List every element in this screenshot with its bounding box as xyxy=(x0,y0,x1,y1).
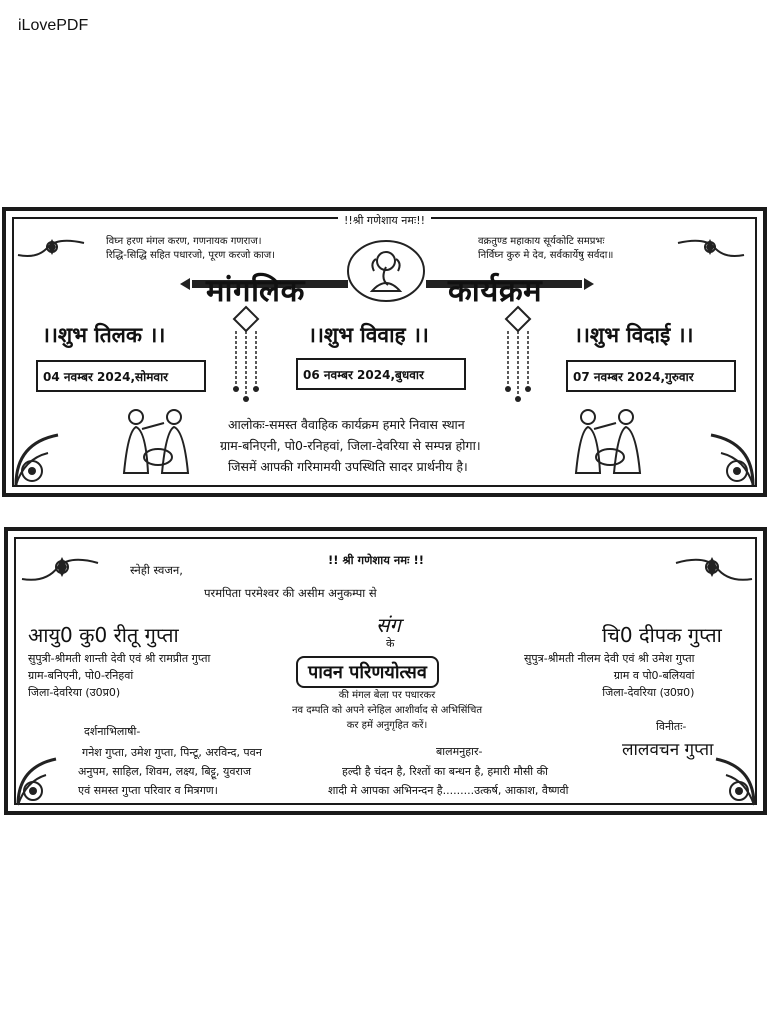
floral-flourish-icon xyxy=(674,233,744,263)
vinit-label: विनीतः- xyxy=(656,720,687,733)
sang-word: संग xyxy=(376,613,401,637)
floral-flourish-icon xyxy=(18,233,88,263)
groom-details: सुपुत्र-श्रीमती नीलम देवी एवं श्री उमेश गुप्ता ग्राम व पो0-बलियवां जिला-देवरिया (उ0प्र0) xyxy=(524,652,695,699)
ceremony-vidai: ।।शुभ विदाई ।। xyxy=(574,323,694,347)
musicians-illustration-icon xyxy=(114,407,200,475)
shloka-left: विघ्न हरण मंगल करण, गणनायक गणराज। रिद्धि-सिद्धि सहित पधारजो, पूरण करजो काज। xyxy=(106,236,276,261)
ke-word: के xyxy=(386,637,395,650)
title-mangalik: मांगलिक xyxy=(206,273,305,309)
floral-flourish-icon xyxy=(672,551,752,587)
title-karyakram: कार्यक्रम xyxy=(448,273,543,309)
tilak-program-card xyxy=(2,207,767,497)
shri-ganesh-header: !!श्री गणेशाय नमः!! xyxy=(6,213,763,228)
corner-mandala-icon xyxy=(16,757,66,807)
balmanuhar-label: बालमनुहार- xyxy=(436,745,483,758)
bride-details: सुपुत्री-श्रीमती शान्ती देवी एवं श्री रामप्रीत गुप्ता ग्राम-बनिएनी, पो0-रनिहवां जिला-देवरिया (उ0प्र0) xyxy=(28,652,211,699)
pavan-parinayotsav-title: पावन परिणयोत्सव xyxy=(296,656,439,688)
shloka-right: वक्रतुण्ड महाकाय सूर्यकोटि समप्रभः निर्विघ्न कुरु मे देव, सर्वकार्येषु सर्वदा॥ xyxy=(478,236,614,261)
hanging-bells-icon xyxy=(500,307,536,403)
date-vivah: 06 नवम्बर 2024,बुधवार xyxy=(296,358,466,390)
ganesh-emblem-icon xyxy=(346,239,426,303)
greeting: स्नेही स्वजन, xyxy=(130,563,183,577)
corner-mandala-icon xyxy=(14,433,68,487)
bride-name: आयु0 कु0 रीतू गुप्ता xyxy=(28,623,179,647)
venue-info: आलोकः-समस्त वैवाहिक कार्यक्रम हमारे निवास स्थान ग्राम-बनिएनी, पो0-रनिहवां, जिला-देवरिया से सम्पन्न होगा। जिसमें आपकी गरिमामयी उपस्थिति सादर प्रार्थनीय है। xyxy=(220,417,481,474)
watermark-text: iLovePDF xyxy=(18,17,89,34)
groom-name: चि0 दीपक गुप्ता xyxy=(602,623,722,647)
wedding-invitation-card xyxy=(4,527,767,815)
invite-lines: की मंगल बेला पर पधारकर नव दम्पति को अपने स्नेहिल आशीर्वाद से अभिसिंचित कर हमें अनुगृहित करें। xyxy=(291,690,483,731)
darshan-list: गनेश गुप्ता, उमेश गुप्ता, पिन्टू, अरविन्द, पवन अनुपम, साहिल, शिवम, लक्ष्य, बिट्टू, युवराज एवं समस्त गुप्ता परिवार व मित्रगण। xyxy=(78,746,262,797)
date-vidai: 07 नवम्बर 2024,गुरुवार xyxy=(566,360,736,392)
date-tilak: 04 नवम्बर 2024,सोमवार xyxy=(36,360,206,392)
darshan-label: दर्शनाभिलाषी- xyxy=(84,725,141,738)
ceremony-tilak: ।।शुभ तिलक ।। xyxy=(42,323,166,347)
musicians-illustration-icon xyxy=(566,407,652,475)
vinit-name: लालवचन गुप्ता xyxy=(622,740,714,760)
corner-mandala-icon xyxy=(706,757,756,807)
floral-flourish-icon xyxy=(22,551,102,587)
balmanuhar-text: हल्दी है चंदन है, रिश्तों का बन्धन है, हमारी मौसी की शादी मे आपका अभिनन्दन है.........उत्कर्ष, आकाश, वैष्णवी xyxy=(328,765,569,797)
hanging-bells-icon xyxy=(228,307,264,403)
blessing-line: परमपिता परमेश्वर की असीम अनुकम्पा से xyxy=(204,586,377,600)
corner-mandala-icon xyxy=(701,433,755,487)
shri-ganesh-header: !! श्री गणेशाय नमः !! xyxy=(328,553,424,567)
ceremony-vivah: ।।शुभ विवाह ।। xyxy=(308,323,429,347)
